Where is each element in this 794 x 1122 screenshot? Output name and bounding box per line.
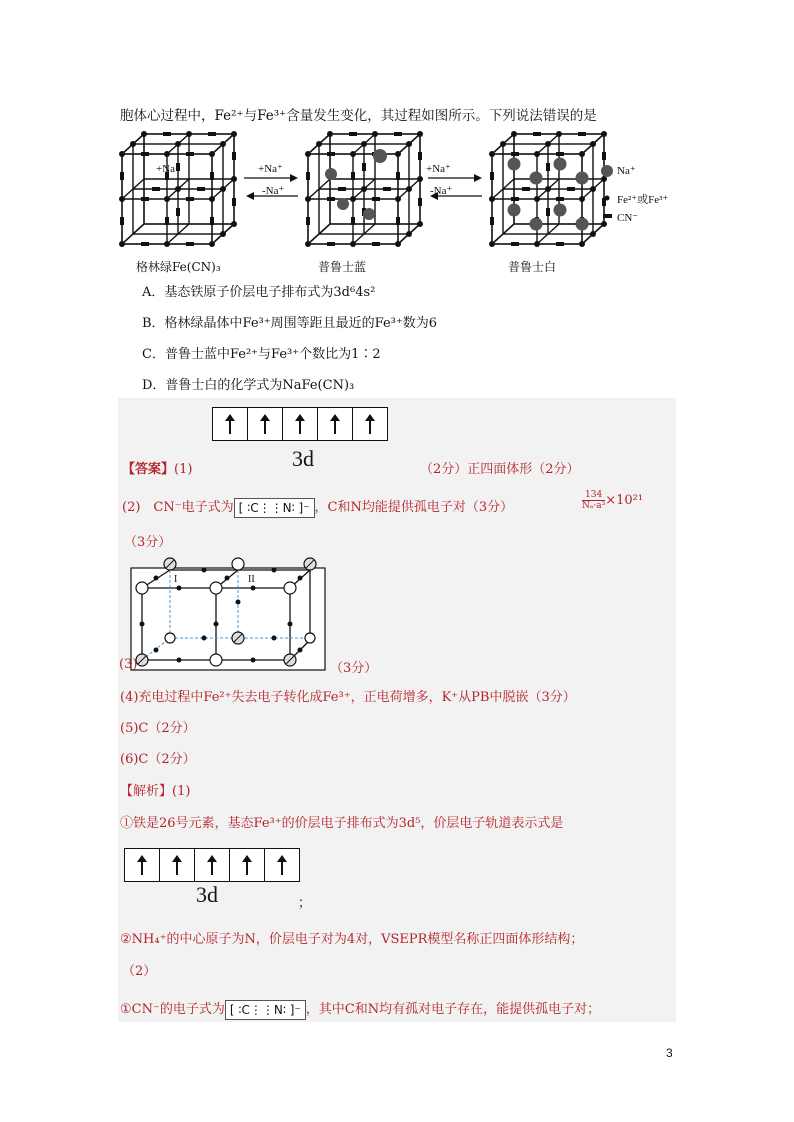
arrow2-bottom: -Na⁺ bbox=[430, 185, 453, 197]
analysis-l1: ①铁是26号元素，基态Fe³⁺的价层电子排布式为3d⁵，价层电子轨道表示式是 bbox=[120, 816, 564, 831]
answer-p5: (5)C（2分） bbox=[120, 721, 196, 736]
lattice-label-i: I bbox=[174, 574, 178, 585]
legend-cn: CN⁻ bbox=[617, 212, 639, 224]
lattice-label-ii: II bbox=[248, 574, 255, 585]
answer-p1-score: （2分）正四面体形（2分） bbox=[420, 462, 580, 477]
answer-title: 【答案】(1) bbox=[122, 462, 193, 477]
option-a: A．基态铁原子价层电子排布式为3d⁶4s² bbox=[142, 285, 376, 300]
answer-fraction: $\frac{134}{\text{Nₐ·a³}}$ ×10²¹ bbox=[582, 490, 644, 511]
page-number: 3 bbox=[666, 1046, 673, 1060]
option-b: B．格林绿晶体中Fe³⁺周围等距且最近的Fe³⁺数为6 bbox=[142, 316, 437, 331]
label-prussian-white: 普鲁士白 bbox=[508, 260, 557, 274]
orbital-diagram-analysis bbox=[124, 848, 300, 882]
arrow1-label-top: +Na⁺ bbox=[156, 163, 181, 175]
orbital-label-analysis: 3d bbox=[196, 882, 218, 907]
arrow1-top: +Na⁺ bbox=[258, 163, 283, 175]
analysis-l4: ①CN⁻的电子式为 [ ∶C⋮⋮N∶ ]⁻ ，其中C和N均有孤对电子存在，能提供孤电子对； bbox=[120, 998, 600, 1020]
legend-fe: Fe²⁺或Fe³⁺ bbox=[617, 194, 669, 206]
label-prussian-blue: 普鲁士蓝 bbox=[318, 260, 367, 274]
answer-p4: (4)充电过程中Fe²⁺失去电子转化成Fe³⁺，正电荷增多，K⁺从PB中脱嵌（3分） bbox=[120, 690, 576, 705]
arrow2-top: +Na⁺ bbox=[426, 163, 451, 175]
orbital-diagram-answer bbox=[212, 407, 388, 441]
answer-p6: (6)C（2分） bbox=[120, 752, 196, 767]
analysis-semicolon: ； bbox=[298, 896, 312, 911]
answer-p2-score: （3分） bbox=[124, 535, 172, 550]
arrow1-bottom: -Na⁺ bbox=[262, 185, 285, 197]
crystal-figure bbox=[112, 128, 692, 258]
option-d: D．普鲁士白的化学式为NaFe(CN)₃ bbox=[142, 378, 355, 393]
electron-formula: [ ∶C⋮⋮N∶ ]⁻ bbox=[234, 498, 315, 518]
orbital-label-answer: 3d bbox=[292, 446, 314, 471]
question-intro: 胞体心过程中，Fe²⁺与Fe³⁺含量发生变化，其过程如图所示。下列说法错误的是 bbox=[120, 108, 597, 124]
answer-p2: (2) CN⁻电子式为 [ ∶C⋮⋮N∶ ]⁻ ，C和N均能提供孤电子对（3分） bbox=[122, 496, 513, 518]
analysis-l3: （2） bbox=[122, 964, 157, 979]
legend-na: Na⁺ bbox=[617, 165, 636, 177]
answer-p3-prefix: (3) bbox=[119, 657, 138, 672]
analysis-l2: ②NH₄⁺的中心原子为N，价层电子对为4对，VSEPR模型名称正四面体形结构； bbox=[120, 932, 584, 947]
label-prussian-green: 格林绿Fe(CN)₃ bbox=[136, 260, 221, 274]
answer-p3-score: （3分） bbox=[330, 661, 378, 676]
electron-formula-analysis: [ ∶C⋮⋮N∶ ]⁻ bbox=[225, 1000, 306, 1020]
option-c: C．普鲁士蓝中Fe²⁺与Fe³⁺个数比为1∶2 bbox=[142, 347, 381, 362]
lattice-figure bbox=[130, 550, 326, 672]
analysis-title: 【解析】(1) bbox=[120, 784, 191, 799]
